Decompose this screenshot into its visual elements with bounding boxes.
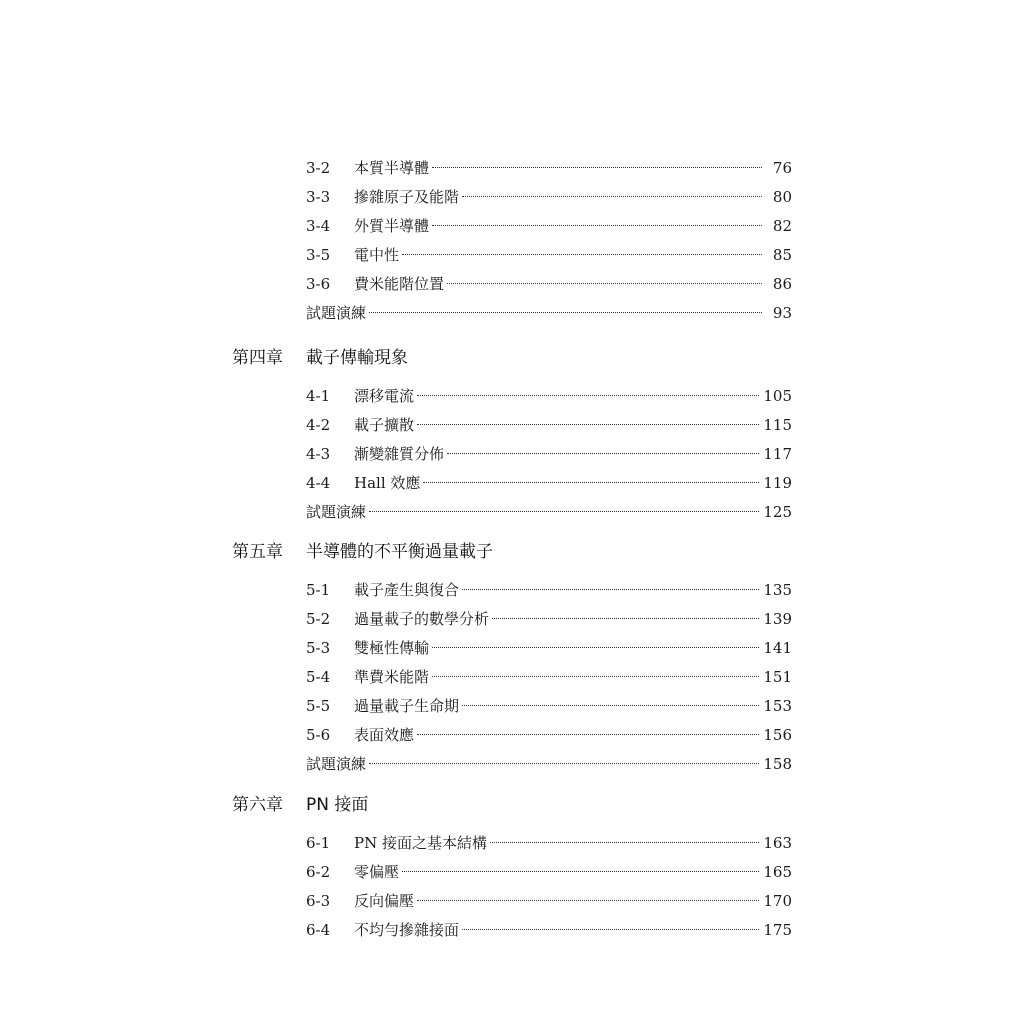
page-number: 151	[763, 668, 792, 686]
section-title: Hall 效應	[354, 474, 421, 492]
toc-entry[interactable]	[306, 663, 792, 692]
section-title: 漸變雜質分佈	[354, 445, 445, 463]
toc-entry[interactable]	[306, 212, 792, 241]
dot-leader	[417, 734, 759, 735]
section-number: 6-4	[306, 921, 331, 939]
page-number: 76	[772, 159, 792, 177]
dot-leader	[432, 676, 759, 677]
toc-entry[interactable]	[306, 634, 792, 663]
dot-leader	[402, 254, 762, 255]
dot-leader	[462, 589, 759, 590]
section-number: 3-4	[306, 217, 331, 235]
toc-entry[interactable]	[306, 154, 792, 183]
dot-leader	[462, 196, 762, 197]
dot-leader	[417, 395, 759, 396]
dot-leader	[402, 871, 759, 872]
section-title: 準費米能階	[354, 668, 430, 686]
page-number: 163	[763, 834, 792, 852]
section-title: 電中性	[354, 246, 400, 264]
section-title: 漂移電流	[354, 387, 415, 405]
section-number: 6-2	[306, 863, 331, 881]
toc-entry[interactable]	[306, 887, 792, 916]
dot-leader	[369, 312, 762, 313]
chapter-title: 載子傳輸現象	[306, 348, 408, 368]
section-number: 6-1	[306, 834, 331, 852]
page-number: 117	[763, 445, 792, 463]
chapter-number: 第五章	[232, 542, 283, 562]
section-number: 5-4	[306, 668, 331, 686]
section-number: 4-4	[306, 474, 331, 492]
dot-leader	[417, 900, 759, 901]
section-title: 零偏壓	[354, 863, 400, 881]
section-title: 試題演練	[306, 304, 367, 322]
page-number: 125	[763, 503, 792, 521]
section-title: 載子產生與復合	[354, 581, 460, 599]
section-title: 載子擴散	[354, 416, 415, 434]
page-number: 105	[763, 387, 792, 405]
toc-entry[interactable]	[306, 916, 792, 945]
section-title: 過量載子的數學分析	[354, 610, 490, 628]
chapter-heading	[232, 344, 408, 372]
dot-leader	[490, 842, 759, 843]
chapter-title: PN 接面	[306, 795, 369, 815]
section-number: 3-6	[306, 275, 331, 293]
section-number: 4-3	[306, 445, 331, 463]
section-title: 摻雜原子及能階	[354, 188, 460, 206]
page-number: 165	[763, 863, 792, 881]
dot-leader	[432, 647, 759, 648]
page-number: 170	[763, 892, 792, 910]
section-title: 試題演練	[306, 503, 367, 521]
page-number: 80	[772, 188, 792, 206]
toc-entry[interactable]	[306, 270, 792, 299]
section-number: 4-1	[306, 387, 331, 405]
page-number: 153	[763, 697, 792, 715]
toc-entry[interactable]	[306, 721, 792, 750]
page-number: 85	[772, 246, 792, 264]
page-number: 158	[763, 755, 792, 773]
toc-entry[interactable]	[306, 829, 792, 858]
section-title: PN 接面之基本結構	[354, 834, 487, 852]
dot-leader	[369, 763, 759, 764]
section-number: 3-3	[306, 188, 331, 206]
toc-entry[interactable]	[306, 605, 792, 634]
dot-leader	[462, 705, 759, 706]
section-number: 5-1	[306, 581, 331, 599]
toc-entry[interactable]	[306, 576, 792, 605]
section-title: 反向偏壓	[354, 892, 415, 910]
section-number: 5-3	[306, 639, 331, 657]
toc-entry[interactable]	[306, 440, 792, 469]
section-title: 表面效應	[354, 726, 415, 744]
dot-leader	[432, 167, 762, 168]
section-title: 雙極性傳輸	[354, 639, 430, 657]
page-number: 115	[763, 416, 792, 434]
page-number: 119	[763, 474, 792, 492]
dot-leader	[423, 482, 759, 483]
chapter-number: 第六章	[232, 795, 283, 815]
section-title: 本質半導體	[354, 159, 430, 177]
chapter-number: 第四章	[232, 348, 283, 368]
section-number: 6-3	[306, 892, 331, 910]
section-number: 5-6	[306, 726, 331, 744]
section-number: 5-2	[306, 610, 331, 628]
page-number: 135	[763, 581, 792, 599]
toc-entry[interactable]	[306, 692, 792, 721]
section-title: 試題演練	[306, 755, 367, 773]
dot-leader	[447, 283, 762, 284]
dot-leader	[492, 618, 759, 619]
toc-entry[interactable]	[306, 750, 792, 779]
section-number: 3-2	[306, 159, 331, 177]
page-number: 156	[763, 726, 792, 744]
page-number: 93	[772, 304, 792, 322]
dot-leader	[462, 929, 759, 930]
dot-leader	[447, 453, 759, 454]
section-number: 5-5	[306, 697, 331, 715]
section-title: 不均勻摻雜接面	[354, 921, 460, 939]
toc-entry[interactable]	[306, 858, 792, 887]
chapter-title: 半導體的不平衡過量載子	[306, 542, 493, 562]
toc-entry[interactable]	[306, 183, 792, 212]
chapter-heading	[232, 538, 493, 566]
toc-entry[interactable]	[306, 382, 792, 411]
section-title: 費米能階位置	[354, 275, 445, 293]
page-number: 141	[763, 639, 792, 657]
dot-leader	[432, 225, 762, 226]
section-title: 外質半導體	[354, 217, 430, 235]
toc-entry[interactable]	[306, 498, 792, 527]
section-number: 4-2	[306, 416, 331, 434]
toc-entry[interactable]	[306, 241, 792, 270]
toc-entry[interactable]	[306, 469, 792, 498]
page-number: 82	[772, 217, 792, 235]
section-title: 過量載子生命期	[354, 697, 460, 715]
page-number: 175	[763, 921, 792, 939]
toc-entry[interactable]	[306, 411, 792, 440]
dot-leader	[369, 511, 759, 512]
chapter-heading	[232, 791, 368, 819]
toc-entry[interactable]	[306, 299, 792, 328]
section-number: 3-5	[306, 246, 331, 264]
page-number: 86	[772, 275, 792, 293]
dot-leader	[417, 424, 759, 425]
page-number: 139	[763, 610, 792, 628]
